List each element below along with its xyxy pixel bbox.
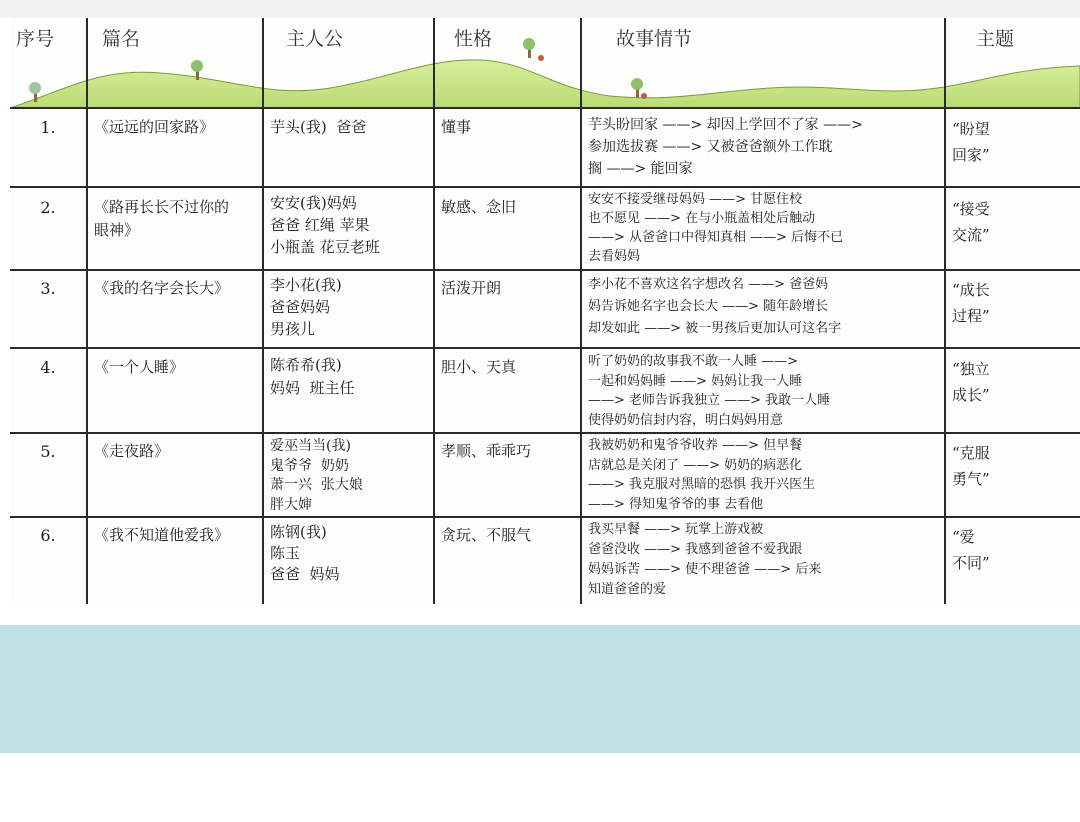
row-theme: “接受 交流” (952, 200, 990, 244)
row-personality: 懂事 (441, 118, 472, 136)
row-characters: 爱巫当当(我) 鬼爷爷 奶奶 萧一兴 张大娘 胖大婶 (270, 438, 363, 513)
row-number: 3. (40, 279, 56, 298)
grid-line (10, 269, 1080, 271)
grid-line (10, 347, 1080, 349)
row-plot: 我买早餐 ——> 玩掌上游戏被 爸爸没收 ——> 我感到爸爸不爱我跟 妈妈诉苦 ——> 使不理爸爸 ——> 后来 知道爸爸的爱 (588, 522, 822, 597)
row-number: 2. (40, 198, 56, 217)
row-theme: “盼望 回家” (952, 120, 990, 164)
row-theme: “爱 不同” (952, 528, 990, 572)
row-characters: 安安(我)妈妈 爸爸 红绳 苹果 小瓶盖 花豆老班 (270, 194, 380, 256)
row-title: 《远远的回家路》 (94, 118, 215, 136)
row-number: 6. (40, 526, 56, 545)
worksheet-photo (10, 18, 1080, 604)
row-title: 《我不知道他爱我》 (94, 526, 230, 544)
header-theme: 主题 (976, 28, 1015, 50)
fruit-icon (641, 93, 647, 99)
header-plot: 故事情节 (616, 28, 693, 50)
row-title: 《路再长长不过你的 眼神》 (94, 198, 230, 239)
row-plot: 我被奶奶和鬼爷爷收养 ——> 但早餐 店就总是关闭了 ——> 奶奶的病恶化 ——> 我克服对黑暗的恐惧 我开兴医生 ——> 得知鬼爷爷的事 去看他 (588, 438, 816, 512)
row-theme: “成长 过程” (952, 281, 990, 325)
row-plot: 安安不接受继母妈妈 ——> 甘愿住校 也不愿见 ——> 在与小瓶盖相处后触动 ——> 从爸爸口中得知真相 ——> 后悔不已 去看妈妈 (588, 192, 844, 264)
row-personality: 胆小、天真 (441, 358, 517, 376)
row-plot: 芋头盼回家 ——> 却因上学回不了家 ——> 参加选拔赛 ——> 又被爸爸额外工作耽 搁 ——> 能回家 (588, 117, 863, 177)
row-number: 1. (40, 118, 56, 137)
row-personality: 孝顺、乖乖巧 (441, 442, 532, 460)
row-title: 《一个人睡》 (94, 358, 185, 376)
row-personality: 贪玩、不服气 (441, 526, 532, 544)
teal-band (0, 625, 1080, 753)
row-characters: 李小花(我) 爸爸妈妈 男孩儿 (270, 276, 342, 338)
row-personality: 敏感、念旧 (441, 198, 517, 216)
header-title: 篇名 (102, 28, 141, 50)
header-number: 序号 (16, 28, 55, 50)
grid-line (10, 107, 1080, 109)
row-theme: “独立 成长” (952, 360, 990, 404)
row-title: 《我的名字会长大》 (94, 279, 230, 297)
row-number: 4. (40, 358, 56, 377)
row-title: 《走夜路》 (94, 442, 170, 460)
row-characters: 陈希希(我) 妈妈 班主任 (270, 356, 355, 397)
row-plot: 听了奶奶的故事我不敢一人睡 ——> 一起和妈妈睡 ——> 妈妈让我一人睡 ——> 老师告诉我独立 ——> 我敢一人睡 使得奶奶信封内容，明白妈妈用意 (588, 354, 831, 428)
row-plot: 李小花不喜欢这名字想改名 ——> 爸爸妈 妈告诉她名字也会长大 ——> 随年龄增长 却发如此 ——> 被一男孩后更加认可这名字 (588, 277, 842, 336)
row-personality: 活泼开朗 (441, 279, 502, 297)
row-number: 5. (40, 442, 56, 461)
header-personality: 性格 (454, 28, 493, 50)
row-theme: “克服 勇气” (952, 444, 990, 488)
header-protagonist: 主人公 (286, 28, 344, 50)
row-characters: 陈钢(我) 陈玉 爸爸 妈妈 (270, 523, 340, 583)
row-characters: 芋头(我) 爸爸 (270, 118, 367, 136)
top-strip (0, 0, 1080, 18)
